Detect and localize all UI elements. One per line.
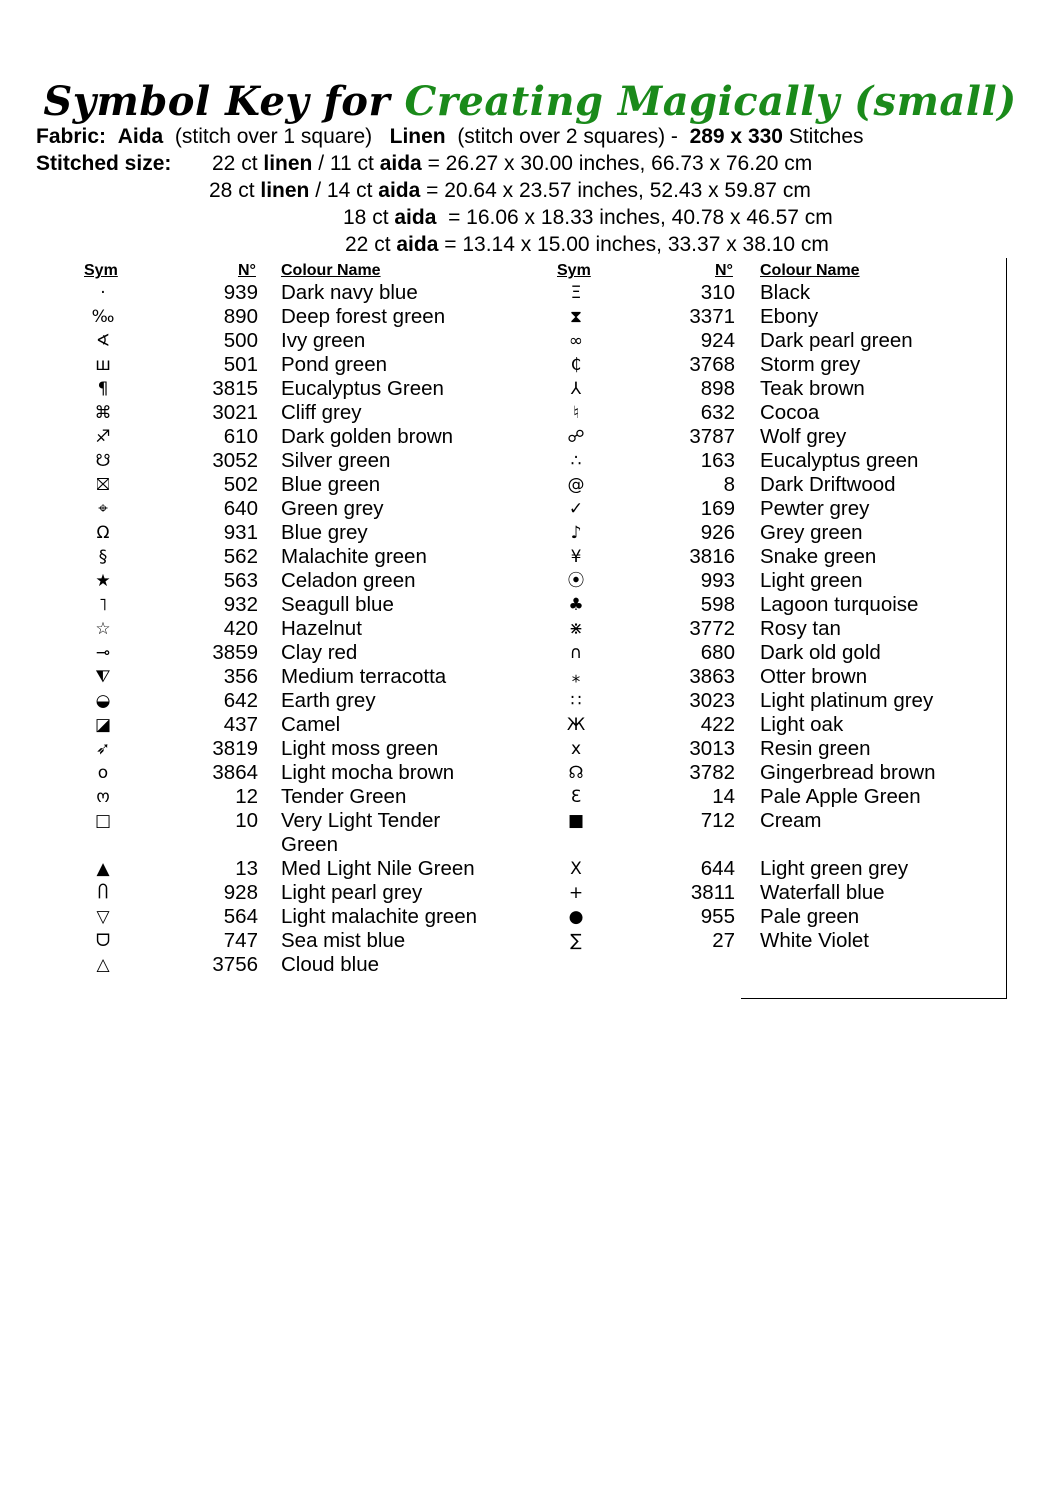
symbol-glyph: ◪ <box>94 715 112 735</box>
colour-name: Cream <box>760 809 822 832</box>
dmc-number: 3371 <box>689 305 735 328</box>
colour-name: Clay red <box>281 641 358 664</box>
symbol-glyph: ★ <box>95 571 111 591</box>
symbol-glyph: ∑ <box>570 931 582 951</box>
dmc-number: 644 <box>700 857 735 880</box>
dmc-number: 3021 <box>212 401 258 424</box>
colour-name: Malachite green <box>281 545 427 568</box>
dmc-number: 3768 <box>689 353 735 376</box>
colour-name: Tender Green <box>281 785 407 808</box>
colour-name: Dark golden brown <box>281 425 454 448</box>
dmc-number: 12 <box>235 785 258 808</box>
dmc-number: 10 <box>235 809 258 832</box>
size-line-4: 22 ct aida = 13.14 x 15.00 inches, 33.37 x 38.10 cm <box>345 233 829 256</box>
size-line-3: 18 ct aida = 16.06 x 18.33 inches, 40.78 x 46.57 cm <box>343 206 833 229</box>
symbol-glyph: ⊸ <box>95 643 111 663</box>
symbol-glyph: ო <box>96 787 110 807</box>
dmc-number: 3013 <box>689 737 735 760</box>
dmc-number: 3863 <box>689 665 735 688</box>
header-num-left: N° <box>238 262 256 279</box>
header-num-right: N° <box>715 262 733 279</box>
colour-name: Med Light Nile Green <box>281 857 475 880</box>
symbol-glyph: ♪ <box>570 523 582 543</box>
symbol-glyph: ⦿ <box>567 571 585 591</box>
colour-name: Dark Driftwood <box>760 473 896 496</box>
symbol-glyph: ☍ <box>567 427 585 447</box>
colour-name: Teak brown <box>760 377 865 400</box>
dmc-number: 3756 <box>212 953 258 976</box>
colour-name: Cocoa <box>760 401 820 424</box>
colour-name: Light green <box>760 569 863 592</box>
colour-name: Silver green <box>281 449 391 472</box>
dmc-number: 890 <box>223 305 258 328</box>
colour-name: Celadon green <box>281 569 416 592</box>
symbol-glyph: ∞ <box>568 331 584 351</box>
colour-name: Pewter grey <box>760 497 870 520</box>
dmc-number: 3815 <box>212 377 258 400</box>
colour-name: Light green grey <box>760 857 909 880</box>
dmc-number: 932 <box>223 593 258 616</box>
symbol-glyph: ₵ <box>570 355 582 375</box>
colour-name: Otter brown <box>760 665 868 688</box>
dmc-number: 598 <box>700 593 735 616</box>
colour-name: Light oak <box>760 713 844 736</box>
border-bottom <box>741 998 1007 999</box>
colour-name: Snake green <box>760 545 877 568</box>
colour-name: Light mocha brown <box>281 761 455 784</box>
symbol-glyph: ∴ <box>570 451 582 471</box>
dmc-number: 3811 <box>690 881 735 904</box>
colour-name: Medium terracotta <box>281 665 447 688</box>
title-prefix: Symbol Key for <box>43 78 391 125</box>
symbol-glyph: x <box>570 739 582 759</box>
dmc-number: 422 <box>700 713 735 736</box>
colour-name: Dark pearl green <box>760 329 913 352</box>
dmc-number: 632 <box>700 401 735 424</box>
symbol-glyph: ☋ <box>95 451 111 471</box>
symbol-glyph: ‰ <box>91 307 115 327</box>
colour-name: Black <box>760 281 811 304</box>
header-sym-left: Sym <box>84 262 118 279</box>
symbol-glyph: · <box>100 283 106 303</box>
dmc-number: 356 <box>223 665 258 688</box>
colour-name: Light moss green <box>281 737 439 760</box>
fabric-aida: Aida <box>117 125 164 148</box>
symbol-glyph: ♐ <box>95 427 111 447</box>
symbol-glyph: ☆ <box>95 619 111 639</box>
symbol-glyph: ∷ <box>570 691 582 711</box>
dmc-number: 562 <box>223 545 258 568</box>
colour-name: Earth grey <box>281 689 376 712</box>
colour-name: Cloud blue <box>281 953 380 976</box>
stitches-label: Stitches <box>788 125 864 148</box>
colour-name: Grey green <box>760 521 863 544</box>
symbol-glyph: ➶ <box>95 739 111 759</box>
dmc-number: 437 <box>223 713 258 736</box>
symbol-glyph: @ <box>567 475 585 495</box>
dmc-number: 3859 <box>212 641 258 664</box>
symbol-glyph: ▽ <box>96 907 110 927</box>
symbol-glyph: ⧨ <box>95 667 111 687</box>
dmc-number: 610 <box>223 425 258 448</box>
dmc-number: 898 <box>700 377 735 400</box>
header-name-right: Colour Name <box>760 262 860 279</box>
symbol-glyph: ¶ <box>97 379 109 399</box>
dmc-number: 564 <box>223 905 258 928</box>
dmc-number: 8 <box>723 473 735 496</box>
dmc-number: 640 <box>223 497 258 520</box>
colour-name: Rosy tan <box>760 617 841 640</box>
dmc-number: 3864 <box>212 761 258 784</box>
colour-name: Light platinum grey <box>760 689 934 712</box>
symbol-glyph: ⁎ <box>571 667 581 687</box>
symbol-glyph: ¥ <box>570 547 582 567</box>
symbol-glyph: ш <box>95 355 111 375</box>
symbol-glyph: § <box>98 547 108 567</box>
dmc-number: 680 <box>700 641 735 664</box>
dmc-number: 163 <box>700 449 735 472</box>
colour-name: Waterfall blue <box>760 881 885 904</box>
dmc-number: 420 <box>223 617 258 640</box>
symbol-glyph: △ <box>96 955 110 975</box>
fabric-label: Fabric: <box>36 125 107 148</box>
colour-name: Ivy green <box>281 329 366 352</box>
fabric-linen-note: (stitch over 2 squares) - <box>457 125 678 148</box>
dmc-number: 3816 <box>689 545 735 568</box>
symbol-glyph: ᗜ <box>95 931 111 951</box>
symbol-glyph: Ⅹ <box>570 859 582 879</box>
symbol-glyph: ■ <box>567 811 585 831</box>
stitch-count: 289 x 330 <box>689 125 783 148</box>
dmc-number: 712 <box>700 809 735 832</box>
border-right <box>1006 258 1007 999</box>
colour-name: Seagull blue <box>281 593 394 616</box>
dmc-number: 3052 <box>212 449 258 472</box>
dmc-number: 500 <box>223 329 258 352</box>
dmc-number: 27 <box>712 929 735 952</box>
colour-name: Resin green <box>760 737 871 760</box>
colour-name: Hazelnut <box>281 617 362 640</box>
symbol-glyph: Ω <box>96 523 110 543</box>
dmc-number: 931 <box>223 521 258 544</box>
dmc-number: 501 <box>223 353 258 376</box>
dmc-number: 502 <box>223 473 258 496</box>
symbol-glyph: □ <box>94 811 112 831</box>
colour-name: Deep forest green <box>281 305 446 328</box>
symbol-glyph: Ɛ <box>570 787 582 807</box>
colour-name: Sea mist blue <box>281 929 406 952</box>
colour-name: Eucalyptus Green <box>281 377 444 400</box>
symbol-glyph: ✓ <box>568 499 584 519</box>
colour-name: Cliff grey <box>281 401 362 424</box>
symbol-glyph: Ⴖ <box>97 883 109 903</box>
dmc-number: 747 <box>223 929 258 952</box>
colour-name: Light pearl grey <box>281 881 423 904</box>
colour-name: Ebony <box>760 305 819 328</box>
colour-name: Dark old gold <box>760 641 881 664</box>
dmc-number: 926 <box>700 521 735 544</box>
header-sym-right: Sym <box>557 262 591 279</box>
size-line-2: 28 ct linen / 14 ct aida = 20.64 x 23.57 inches, 52.43 x 59.87 cm <box>209 179 811 202</box>
dmc-number: 993 <box>700 569 735 592</box>
dmc-number: 939 <box>223 281 258 304</box>
symbol-glyph: ∩ <box>569 643 583 663</box>
fabric-linen: Linen <box>389 125 446 148</box>
page-title <box>0 78 1060 125</box>
symbol-glyph: o <box>97 763 109 783</box>
colour-name: Blue green <box>281 473 381 496</box>
symbol-glyph: ⌘ <box>94 403 112 423</box>
header-name-left: Colour Name <box>281 262 381 279</box>
colour-name: Very Light Tender Green <box>281 809 441 856</box>
symbol-glyph: ● <box>568 907 584 927</box>
colour-name: Gingerbread brown <box>760 761 936 784</box>
symbol-glyph: ◒ <box>95 691 111 711</box>
colour-name: Green grey <box>281 497 384 520</box>
pattern-name: Creating Magically (small) <box>404 78 1017 125</box>
size-label <box>36 152 171 176</box>
symbol-glyph: ⌖ <box>98 499 108 519</box>
dmc-number: 563 <box>223 569 258 592</box>
size-line-1: 22 ct linen / 11 ct aida = 26.27 x 30.00 inches, 66.73 x 76.20 cm <box>212 152 813 175</box>
colour-name: Eucalyptus green <box>760 449 919 472</box>
dmc-number: 3782 <box>689 761 735 784</box>
dmc-number: 3023 <box>689 689 735 712</box>
dmc-number: 3819 <box>212 737 258 760</box>
dmc-number: 169 <box>700 497 735 520</box>
dmc-number: 642 <box>223 689 258 712</box>
colour-name: Camel <box>281 713 341 736</box>
symbol-glyph: ∢ <box>95 331 111 351</box>
symbol-glyph: ▲ <box>96 859 110 879</box>
symbol-glyph: + <box>568 883 584 903</box>
symbol-glyph: ♣ <box>568 595 584 615</box>
symbol-glyph: ˥ <box>98 595 108 615</box>
colour-name: Wolf grey <box>760 425 847 448</box>
dmc-number: 3772 <box>689 617 735 640</box>
fabric-aida-note: (stitch over 1 square) <box>174 125 373 148</box>
symbol-glyph: ♮ <box>572 403 580 423</box>
fabric-line <box>36 125 864 149</box>
symbol-glyph: ⅄ <box>570 379 582 399</box>
dmc-number: 955 <box>700 905 735 928</box>
colour-name: Pond green <box>281 353 388 376</box>
stitched-size-label: Stitched size: <box>36 152 172 175</box>
colour-name: White Violet <box>760 929 870 952</box>
colour-name: Pale green <box>760 905 860 928</box>
colour-name: Pale Apple Green <box>760 785 921 808</box>
dmc-number: 928 <box>223 881 258 904</box>
dmc-number: 310 <box>700 281 735 304</box>
colour-name: Dark navy blue <box>281 281 418 304</box>
symbol-glyph: Ж <box>566 715 586 735</box>
colour-name: Storm grey <box>760 353 861 376</box>
symbol-glyph: Ξ <box>570 283 582 303</box>
symbol-glyph: ⋇ <box>568 619 584 639</box>
colour-name: Blue grey <box>281 521 368 544</box>
colour-name: Light malachite green <box>281 905 478 928</box>
dmc-number: 13 <box>235 857 258 880</box>
symbol-glyph: ⛝ <box>96 475 110 495</box>
dmc-number: 924 <box>700 329 735 352</box>
symbol-glyph: ⧗ <box>570 307 582 327</box>
symbol-glyph: ☊ <box>568 763 584 783</box>
colour-name: Lagoon turquoise <box>760 593 919 616</box>
dmc-number: 3787 <box>689 425 735 448</box>
dmc-number: 14 <box>712 785 735 808</box>
